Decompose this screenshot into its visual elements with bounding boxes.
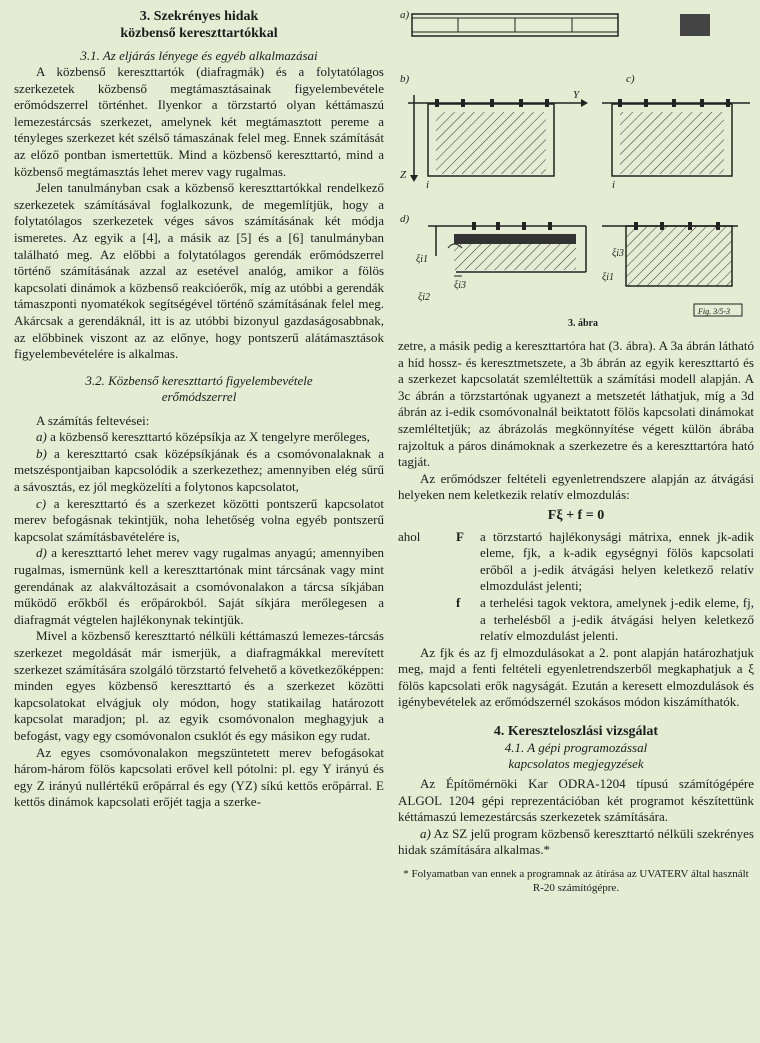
fig-d-right bbox=[602, 222, 738, 286]
fig-label-a: a) bbox=[400, 9, 410, 21]
svg-text:ξi3: ξi3 bbox=[612, 248, 625, 259]
paragraph-3: A számítás feltevései: bbox=[36, 412, 150, 428]
definition-f: f a terhelési tagok vektora, amelynek j-edik eleme, fj, a terhelésből a j-edik átvágási helyen keletkező relatív elmozdulást jelenti. bbox=[456, 594, 754, 644]
subsection-title-3-2: 3.2. Közbenső kereszttartó figyelembevétele bbox=[85, 372, 313, 388]
paragraph-1: A közbenső kereszttartók (diafragmák) és a folytatólagos szerkezetek közbenső megtámasztásainak figyelembevétele erőmódszerrel történhet. Ilyenkor a törzstartó olyan kéttámaszú lemezestárcsás szerkezet, amelynek két megtámasztott pereme a tényleges szerkezet két szélső támaszának felel meg. Ennek számítását az előző pontban ismertettük. Mind a közbenső kereszttartó, mind a közbenső megtámasztás lehet merev vagy rugalmas. bbox=[14, 64, 384, 179]
fig-d-left bbox=[416, 222, 586, 303]
definition-F: ahol F a törzstartó hajlékonysági mátrixa, ennek jk-adik eleme, fjk, a k-adik egységnyi fölös kapcsolati erőből a j-edik átvágási helyen keletkező relatív elmozdulást jelenti; bbox=[398, 528, 754, 594]
svg-text:ξi2: ξi2 bbox=[418, 292, 431, 303]
r-paragraph-4: Az Építőmérnöki Kar ODRA-1204 típusú számítógépére ALGOL 1204 gépi reprezentációban két programot készítettünk kéttámaszú lemezestárcsás szerkezetek számítására. bbox=[398, 776, 754, 825]
subsection-title-4-1-line2: kapcsolatos megjegyzések bbox=[508, 756, 644, 772]
assumption-a: a) a közbenső kereszttartó középsíkja az X tengelyre merőleges, bbox=[36, 429, 370, 445]
paragraph-5: Az egyes csomóvonalakon megszüntetett merev befogásokat három-három fölös kapcsolati erővel kell pótolni: pl. egy Y irányú és egy Z irányú nullértékű erőpárral és egy (YZ) síkú kettős erőpárral. E kettős dinámok kapcsolati erőjét tagja a szerke- bbox=[14, 744, 384, 810]
paragraph-2: Jelen tanulmányban csak a közbenső kereszttartókkal rendelkező szerkezetek számításával foglalkozunk, de megemlítjük, hogy a folytatólagos szerkezetek véges sávos számításának két módja ismeretes. Az egyik a [4], a másik az [5] és a [6] tanulmányban található meg. Az előbbi a folytatólagos gerendák erőmódszerrel történő számításának azzal az esetével analóg, amikor a fölös kapcsolati dinámok a közbenső reakcióerők, míg az utóbbi a gerendák támaszponti nyomatékok segítségével történő számításának felel meg. Akárcsak a gerendáknál, itt is az utóbbi bizonyul gazdaságosabbnak, az előbbinek viszont az az előnye, hogy pontszerű alátámasztások figyelembevételére is alkalmas. bbox=[14, 180, 384, 362]
section-title-3: 3. Szekrényes hidak bbox=[139, 9, 259, 24]
svg-text:Z: Z bbox=[400, 169, 407, 181]
assumption-d: d) a kereszttartó lehet merev vagy rugalmas anyagú; amennyiben rugalmas, ismernünk kell a kereszttartónak mint tárcsának vagy mint gerendának az alakváltozásait a csomóvonalakon a tárcsa síkjában működő erőkből és erőpárokból. Saját síkjára merőlegesen a diafragmát végtelen hajlékonynak tekintjük. bbox=[14, 545, 385, 627]
r-paragraph-1: zetre, a másik pedig a kereszttartóra hat (3. ábra). A 3a ábrán látható a híd hossz- és keresztmetszete, a 3b ábrán az egyik kereszttartó és a szerkezet kapcsolatát szemléltettük a számítási modell alapján. A 3c ábrán a törzstartónak ugyanezt a metszetét láthatjuk, míg a 3d ábrán az i-edik csomóvonalnál beiktatott fölös kapcsolati dinámokat szemléltetjük; az ábrázolás megkönnyítése végett külön ábrába rajzoltuk a páros dinámoknak a szerkezetre és a kereszttartóra ható tagját. bbox=[398, 338, 754, 470]
subsection-title-3-2-line2: erőmódszerrel bbox=[161, 388, 237, 404]
svg-text:ξi3: ξi3 bbox=[454, 280, 467, 291]
section-title-4: 4. Kereszteloszlási vizsgálat bbox=[493, 724, 659, 740]
r-paragraph-5: a) Az SZ jelű program közbenső kereszttartó nélküli szekrényes hidak számítására alkalmas.* bbox=[398, 825, 754, 858]
left-column bbox=[14, 0, 384, 811]
fig-label-c: c) bbox=[626, 73, 635, 85]
footnote: * Folyamatban van ennek a programnak az átírása az UVATERV által használt R-20 számítógépre. bbox=[403, 868, 749, 895]
right-column bbox=[398, 0, 754, 895]
subsection-title-3-1: 3.1. Az eljárás lényege és egyéb alkalmazásai bbox=[80, 48, 318, 63]
fig-a-cross-section bbox=[680, 14, 710, 36]
section-title-3-line2: közbenső kereszttartókkal bbox=[120, 26, 278, 41]
fig-stamp bbox=[694, 304, 742, 316]
fig-a-longitudinal bbox=[412, 14, 618, 36]
figure-3 bbox=[398, 0, 754, 338]
fig-c-cross-section bbox=[602, 99, 750, 191]
svg-text:Y: Y bbox=[573, 89, 580, 101]
svg-text:i: i bbox=[426, 179, 430, 191]
svg-text:i: i bbox=[612, 179, 616, 191]
paragraph-4: Mivel a közbenső kereszttartó nélküli kéttámaszú lemezes-tárcsás szerkezet megoldását már ismerjük, a diafragmákkal merevített szerkezet számítására szolgáló törzstartó felvehető a következőképpen: minden egyes közbenső kereszttartó és a szerkezet közötti kapcsolatokat elvágjuk oly módon, hogy statikailag határozott kapcsolat maradjon; pl. az egyik csomóvonalon meghagyjuk a befogást, vagy egy csomóvonalon csuklót és egy másikon egy rudat. bbox=[14, 628, 384, 743]
svg-text:ξi1: ξi1 bbox=[602, 272, 615, 283]
assumption-b: b) a kereszttartó csak középsíkjának és a csomóvonalaknak a metszéspontjaiban kapcsolódik a szerkezethez; amennyiben elég sűrű a sávosztás, ez jól megközelíti a folytonos kapcsolatot, bbox=[14, 445, 384, 495]
fig-label-d: d) bbox=[400, 213, 410, 225]
fig-b-cross-section bbox=[400, 89, 588, 191]
equation: Fξ + f = 0 bbox=[547, 507, 605, 523]
r-paragraph-3: Az fjk és az fj elmozdulásokat a 2. pont alapján határozhatjuk meg, majd a fenti feltételi egyenletrendszerből megkaphatjuk a ξ fölös kapcsolati erők nagyságát. Ezután a keresett elmozdulások és igénybevételek az erőmódszernél szokásos módon kiszámíthatók. bbox=[398, 644, 754, 710]
subsection-title-4-1: 4.1. A gépi programozással bbox=[504, 740, 648, 756]
fig-label-b: b) bbox=[400, 73, 410, 85]
svg-text:ξi1: ξi1 bbox=[416, 254, 429, 265]
svg-text:Fig. 3/5-3: Fig. 3/5-3 bbox=[698, 307, 730, 316]
assumption-c: c) a kereszttartó és a szerkezet közötti pontszerű kapcsolatot merev befogásnak tekintjük, noha lehetőség volna egyéb pontszerű kapcsolat számításbavételére is, bbox=[14, 495, 385, 544]
r-paragraph-2: Az erőmódszer feltételi egyenletrendszere alapján az átvágási helyeken nem keletkezik relatív elmozdulás: bbox=[398, 470, 754, 503]
figure-caption: 3. ábra bbox=[568, 318, 598, 329]
